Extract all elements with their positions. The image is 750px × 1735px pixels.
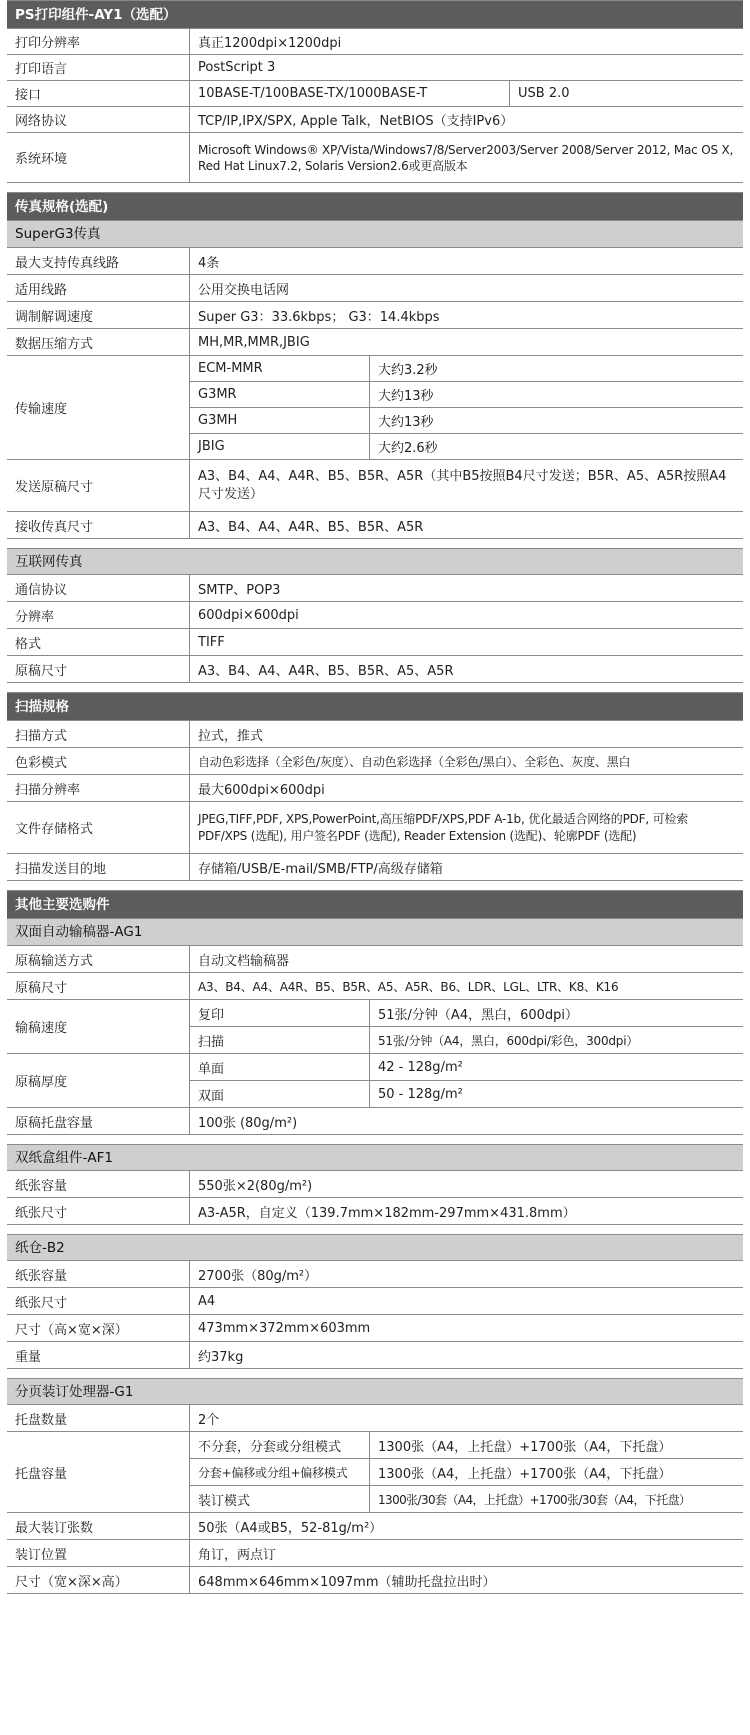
subsection-header-superg3: SuperG3传真	[7, 221, 743, 248]
spec-label: 扫描方式	[7, 721, 190, 747]
spec-value: A3、B4、A4、A4R、B5、B5R、A5、A5R、B6、LDR、LGL、LTR、K8、K16	[198, 979, 619, 994]
spec-value: 公用交换电话网	[198, 282, 290, 298]
spec-row	[7, 1405, 743, 1432]
section-header-scan: 扫描规格	[7, 692, 743, 721]
subsection-header-finisher: 分页装订处理器-G1	[7, 1378, 743, 1405]
spec-label: 调制解调速度	[7, 302, 190, 328]
spec-row	[7, 946, 743, 973]
spec-value: SMTP、POP3	[198, 582, 281, 598]
spec-value: 600dpi×600dpi	[198, 607, 299, 623]
spec-value: 4条	[198, 255, 220, 271]
spec-row	[7, 1540, 743, 1567]
spec-label: 输稿速度	[7, 1000, 190, 1053]
spec-row	[7, 1000, 743, 1054]
spec-value: 550张×2(80g/m²)	[198, 1178, 313, 1194]
spec-label: 文件存储格式	[7, 802, 190, 853]
spec-row	[7, 1288, 743, 1315]
spec-value: A3、B4、A4、A4R、B5、B5R、A5、A5R	[198, 663, 454, 679]
spec-label: 尺寸（宽×深×高）	[7, 1567, 190, 1593]
spec-value: 存储箱/USB/E-mail/SMB/FTP/高级存储箱	[198, 861, 443, 877]
spec-value: 50 - 128g/m²	[378, 1086, 463, 1102]
spec-row	[7, 248, 743, 275]
spec-value: A4	[198, 1293, 216, 1309]
spec-row	[7, 629, 743, 656]
spec-label: 原稿托盘容量	[7, 1108, 190, 1134]
spec-row	[7, 81, 743, 107]
spec-row	[7, 1513, 743, 1540]
spec-value: 51张/分钟（A4，黑白，600dpi/彩色，300dpi）	[378, 1033, 639, 1048]
spec-value: Super G3：33.6kbps； G3：14.4kbps	[198, 309, 440, 325]
spec-row	[7, 1315, 743, 1342]
spec-row	[7, 329, 743, 356]
spec-row	[7, 775, 743, 802]
spec-row	[7, 575, 743, 602]
spec-value: JPEG,TIFF,PDF, XPS,PowerPoint,高压缩PDF/XPS,PDF A-1b, 优化最适合网络的PDF, 可检索PDF/XPS (选配), 用户签名PDF (选配), Reader Extension (选配)、轮廓PDF (选配)	[198, 811, 689, 843]
spec-label: 打印分辨率	[7, 29, 190, 54]
spec-label: 重量	[7, 1342, 190, 1368]
spec-label: 传输速度	[7, 356, 190, 459]
spec-value: 648mm×646mm×1097mm（辅助托盘拉出时）	[198, 1574, 496, 1590]
spec-mode: 单面	[190, 1054, 370, 1080]
spec-mode: 双面	[190, 1081, 370, 1107]
spec-mode: 分套+偏移或分组+偏移模式	[190, 1459, 370, 1485]
spec-row	[7, 133, 743, 183]
spec-label: 格式	[7, 629, 190, 655]
spec-value: 最大600dpi×600dpi	[198, 782, 325, 798]
spec-label: 最大装订张数	[7, 1513, 190, 1539]
spec-value: 角订，两点订	[198, 1547, 277, 1563]
spec-value: A3、B4、A4、A4R、B5、B5R、A5R	[198, 519, 424, 535]
spec-row	[7, 1342, 743, 1369]
spec-label: 托盘容量	[7, 1432, 190, 1512]
spec-row	[7, 512, 743, 539]
spec-label: 接收传真尺寸	[7, 512, 190, 538]
spec-label: 最大支持传真线路	[7, 248, 190, 274]
spec-value: TIFF	[198, 634, 225, 650]
spec-row	[7, 460, 743, 512]
spec-row	[7, 1432, 743, 1513]
spec-row	[7, 107, 743, 133]
spec-mode: JBIG	[190, 434, 370, 459]
spec-value: PostScript 3	[198, 60, 276, 75]
spec-row	[7, 656, 743, 683]
spec-label: 扫描分辨率	[7, 775, 190, 801]
spec-value: A3-A5R，自定义（139.7mm×182mm-297mm×431.8mm）	[198, 1205, 576, 1221]
spec-value: 2个	[198, 1412, 220, 1428]
spec-label: 发送原稿尺寸	[7, 460, 190, 511]
subsection-header-cassette: 双纸盒组件-AF1	[7, 1144, 743, 1171]
section-header-options: 其他主要选购件	[7, 890, 743, 919]
spec-value: MH,MR,MMR,JBIG	[198, 334, 310, 350]
spec-label: 扫描发送目的地	[7, 854, 190, 880]
spec-mode: G3MH	[190, 408, 370, 433]
spec-row	[7, 1171, 743, 1198]
spec-value-secondary: USB 2.0	[518, 86, 570, 101]
spec-value: 大约13秒	[378, 415, 434, 430]
subsection-header-paper-deck: 纸仓-B2	[7, 1234, 743, 1261]
spec-label: 装订位置	[7, 1540, 190, 1566]
spec-label: 适用线路	[7, 275, 190, 301]
spec-row	[7, 1054, 743, 1108]
subsection-header-internet-fax: 互联网传真	[7, 548, 743, 575]
spec-value: 1300张/30套（A4，上托盘）+1700张/30套（A4，下托盘）	[378, 1492, 691, 1507]
spec-label: 打印语言	[7, 55, 190, 80]
spec-label: 接口	[7, 81, 190, 106]
spec-row	[7, 55, 743, 81]
spec-label: 纸张尺寸	[7, 1288, 190, 1314]
spec-row	[7, 602, 743, 629]
spec-label: 纸张容量	[7, 1261, 190, 1287]
spec-mode: 装订模式	[190, 1486, 370, 1512]
spec-row	[7, 1198, 743, 1225]
spec-row	[7, 748, 743, 775]
spec-value: 大约3.2秒	[378, 363, 438, 378]
spec-label: 通信协议	[7, 575, 190, 601]
spec-label: 色彩模式	[7, 748, 190, 774]
spec-row	[7, 1567, 743, 1594]
spec-row	[7, 302, 743, 329]
spec-value: 自动文档输稿器	[198, 953, 290, 969]
spec-value: 1300张（A4，上托盘）+1700张（A4，下托盘）	[378, 1439, 672, 1455]
spec-value: 50张（A4或B5，52-81g/m²）	[198, 1520, 383, 1536]
spec-mode: 复印	[190, 1000, 370, 1026]
spec-value: 约37kg	[198, 1349, 244, 1365]
spec-value: 42 - 128g/m²	[378, 1059, 463, 1075]
spec-label: 系统环境	[7, 133, 190, 182]
section-header-ps-kit: PS打印组件-AY1（选配）	[7, 0, 743, 29]
spec-mode: 不分套，分套或分组模式	[190, 1432, 370, 1458]
spec-row	[7, 1261, 743, 1288]
spec-row	[7, 275, 743, 302]
spec-mode: G3MR	[190, 382, 370, 407]
spec-value: 大约2.6秒	[378, 441, 438, 456]
spec-label: 网络协议	[7, 107, 190, 132]
spec-value: 100张 (80g/m²)	[198, 1115, 298, 1131]
spec-row	[7, 854, 743, 881]
spec-label: 数据压缩方式	[7, 329, 190, 355]
spec-label: 原稿输送方式	[7, 946, 190, 972]
spec-row	[7, 721, 743, 748]
spec-label: 纸张容量	[7, 1171, 190, 1197]
spec-value: 1300张（A4，上托盘）+1700张（A4，下托盘）	[378, 1466, 672, 1482]
spec-label: 原稿厚度	[7, 1054, 190, 1107]
spec-sheet	[7, 0, 743, 1594]
spec-row	[7, 973, 743, 1000]
spec-value: 真正1200dpi×1200dpi	[198, 36, 342, 51]
spec-value: 2700张（80g/m²）	[198, 1268, 318, 1284]
spec-label: 托盘数量	[7, 1405, 190, 1431]
spec-mode: 扫描	[190, 1027, 370, 1053]
spec-row	[7, 29, 743, 55]
spec-value: 拉式，推式	[198, 728, 264, 744]
spec-value: 自动色彩选择（全彩色/灰度）、自动色彩选择（全彩色/黑白）、全彩色、灰度、黑白	[198, 754, 631, 769]
spec-mode: ECM-MMR	[190, 356, 370, 381]
spec-label: 原稿尺寸	[7, 656, 190, 682]
spec-value: 51张/分钟（A4，黑白，600dpi）	[378, 1007, 579, 1023]
spec-row	[7, 356, 743, 460]
spec-value: 473mm×372mm×603mm	[198, 1320, 371, 1336]
spec-label: 原稿尺寸	[7, 973, 190, 999]
spec-row	[7, 802, 743, 854]
spec-label: 分辨率	[7, 602, 190, 628]
spec-value: A3、B4、A4、A4R、B5、B5R、A5R（其中B5按照B4尺寸发送；B5R、A5、A5R按照A4尺寸发送）	[198, 468, 727, 502]
spec-value: 大约13秒	[378, 389, 434, 404]
section-header-fax: 传真规格(选配)	[7, 192, 743, 221]
spec-label: 尺寸（高×宽×深）	[7, 1315, 190, 1341]
spec-value: Microsoft Windows® XP/Vista/Windows7/8/Server2003/Server 2008/Server 2012, Mac OS X, Red Hat Linux7.2, Solaris Version2.6或更高版本	[198, 142, 734, 173]
subsection-header-adf: 双面自动输稿器-AG1	[7, 919, 743, 946]
spec-row	[7, 1108, 743, 1135]
spec-value: 10BASE-T/100BASE-TX/1000BASE-T	[190, 81, 510, 106]
spec-label: 纸张尺寸	[7, 1198, 190, 1224]
spec-value: TCP/IP,IPX/SPX, Apple Talk，NetBIOS（支持IPv6）	[198, 114, 514, 129]
